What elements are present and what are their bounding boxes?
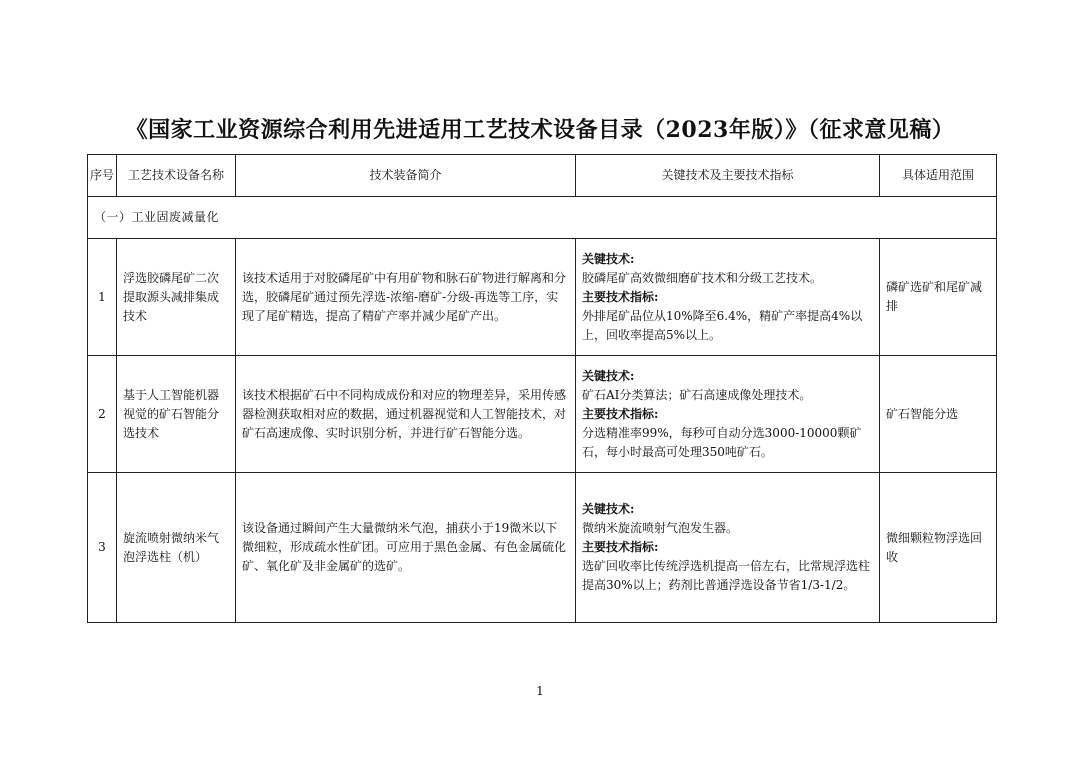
header-key: 关键技术及主要技术指标: [576, 155, 880, 197]
row-key-cell: [576, 473, 880, 623]
row-intro: 该技术根据矿石中不同构成成份和对应的物理差异，采用传感器检测获取相对应的数据，通过机器视觉和人工智能技术，对矿石高速成像、实时识别分析，并进行矿石智能分选。: [236, 356, 576, 473]
category-label: （一）工业固废减量化: [88, 197, 997, 239]
row-name: 基于人工智能机器视觉的矿石智能分选技术: [117, 356, 236, 473]
row-name: 旋流喷射微纳米气泡浮选柱（机）: [117, 473, 236, 623]
indicator-text: 外排尾矿品位从10%降至6.4%，精矿产率提高4%以上，回收率提高5%以上。: [582, 308, 863, 342]
header-scope: 具体适用范围: [880, 155, 997, 197]
category-row: [88, 197, 997, 239]
indicator-text: 分选精准率99%，每秒可自动分选3000-10000颗矿石，每小时最高可处理350吨矿石。: [582, 425, 862, 459]
row-intro: 该技术适用于对胶磷尾矿中有用矿物和脉石矿物进行解离和分选，胶磷尾矿通过预先浮选-浓缩-磨矿-分级-再选等工序，实现了尾矿精选，提高了精矿产率并减少尾矿产出。: [236, 239, 576, 356]
indicator-label: 主要技术指标:: [582, 406, 659, 421]
row-seq: 2: [88, 356, 117, 473]
key-tech-label: 关键技术:: [582, 368, 635, 383]
row-key-cell: [576, 356, 880, 473]
row-scope: 微细颗粒物浮选回收: [880, 473, 997, 623]
row-intro: 该设备通过瞬间产生大量微纳米气泡，捕获小于19微米以下微细粒，形成疏水性矿团。可应用于黑色金属、有色金属硫化矿、氧化矿及非金属矿的选矿。: [236, 473, 576, 623]
key-tech-label: 关键技术:: [582, 251, 635, 266]
header-seq: 序号: [88, 155, 117, 197]
key-tech-text: 矿石AI分类算法；矿石高速成像处理技术。: [582, 387, 812, 402]
table-row: [88, 473, 997, 623]
table-row: [88, 356, 997, 473]
table-row: [88, 239, 997, 356]
page-number: 1: [536, 684, 544, 698]
indicator-text: 选矿回收率比传统浮选机提高一倍左右，比常规浮选柱提高30%以上；药剂比普通浮选设备节省1/3-1/2。: [582, 559, 871, 592]
table-header-row: [88, 155, 997, 197]
row-scope: 磷矿选矿和尾矿减排: [880, 239, 997, 356]
row-key-cell: [576, 239, 880, 356]
row-seq: 1: [88, 239, 117, 356]
header-intro: 技术装备简介: [236, 155, 576, 197]
row-name: 浮选胶磷尾矿二次提取源头减排集成技术: [117, 239, 236, 356]
catalog-table: [87, 154, 997, 623]
header-name: 工艺技术设备名称: [117, 155, 236, 197]
indicator-label: 主要技术指标:: [582, 540, 659, 554]
key-tech-text: 胶磷尾矿高效微细磨矿技术和分级工艺技术。: [582, 270, 823, 285]
key-tech-text: 微纳米旋流喷射气泡发生器。: [582, 521, 739, 535]
row-seq: 3: [88, 473, 117, 623]
indicator-label: 主要技术指标:: [582, 289, 659, 304]
row-scope: 矿石智能分选: [880, 356, 997, 473]
key-tech-label: 关键技术:: [582, 502, 635, 516]
document-title: 《国家工业资源综合利用先进适用工艺技术设备目录（2023年版）》（征求意见稿）: [125, 117, 955, 143]
